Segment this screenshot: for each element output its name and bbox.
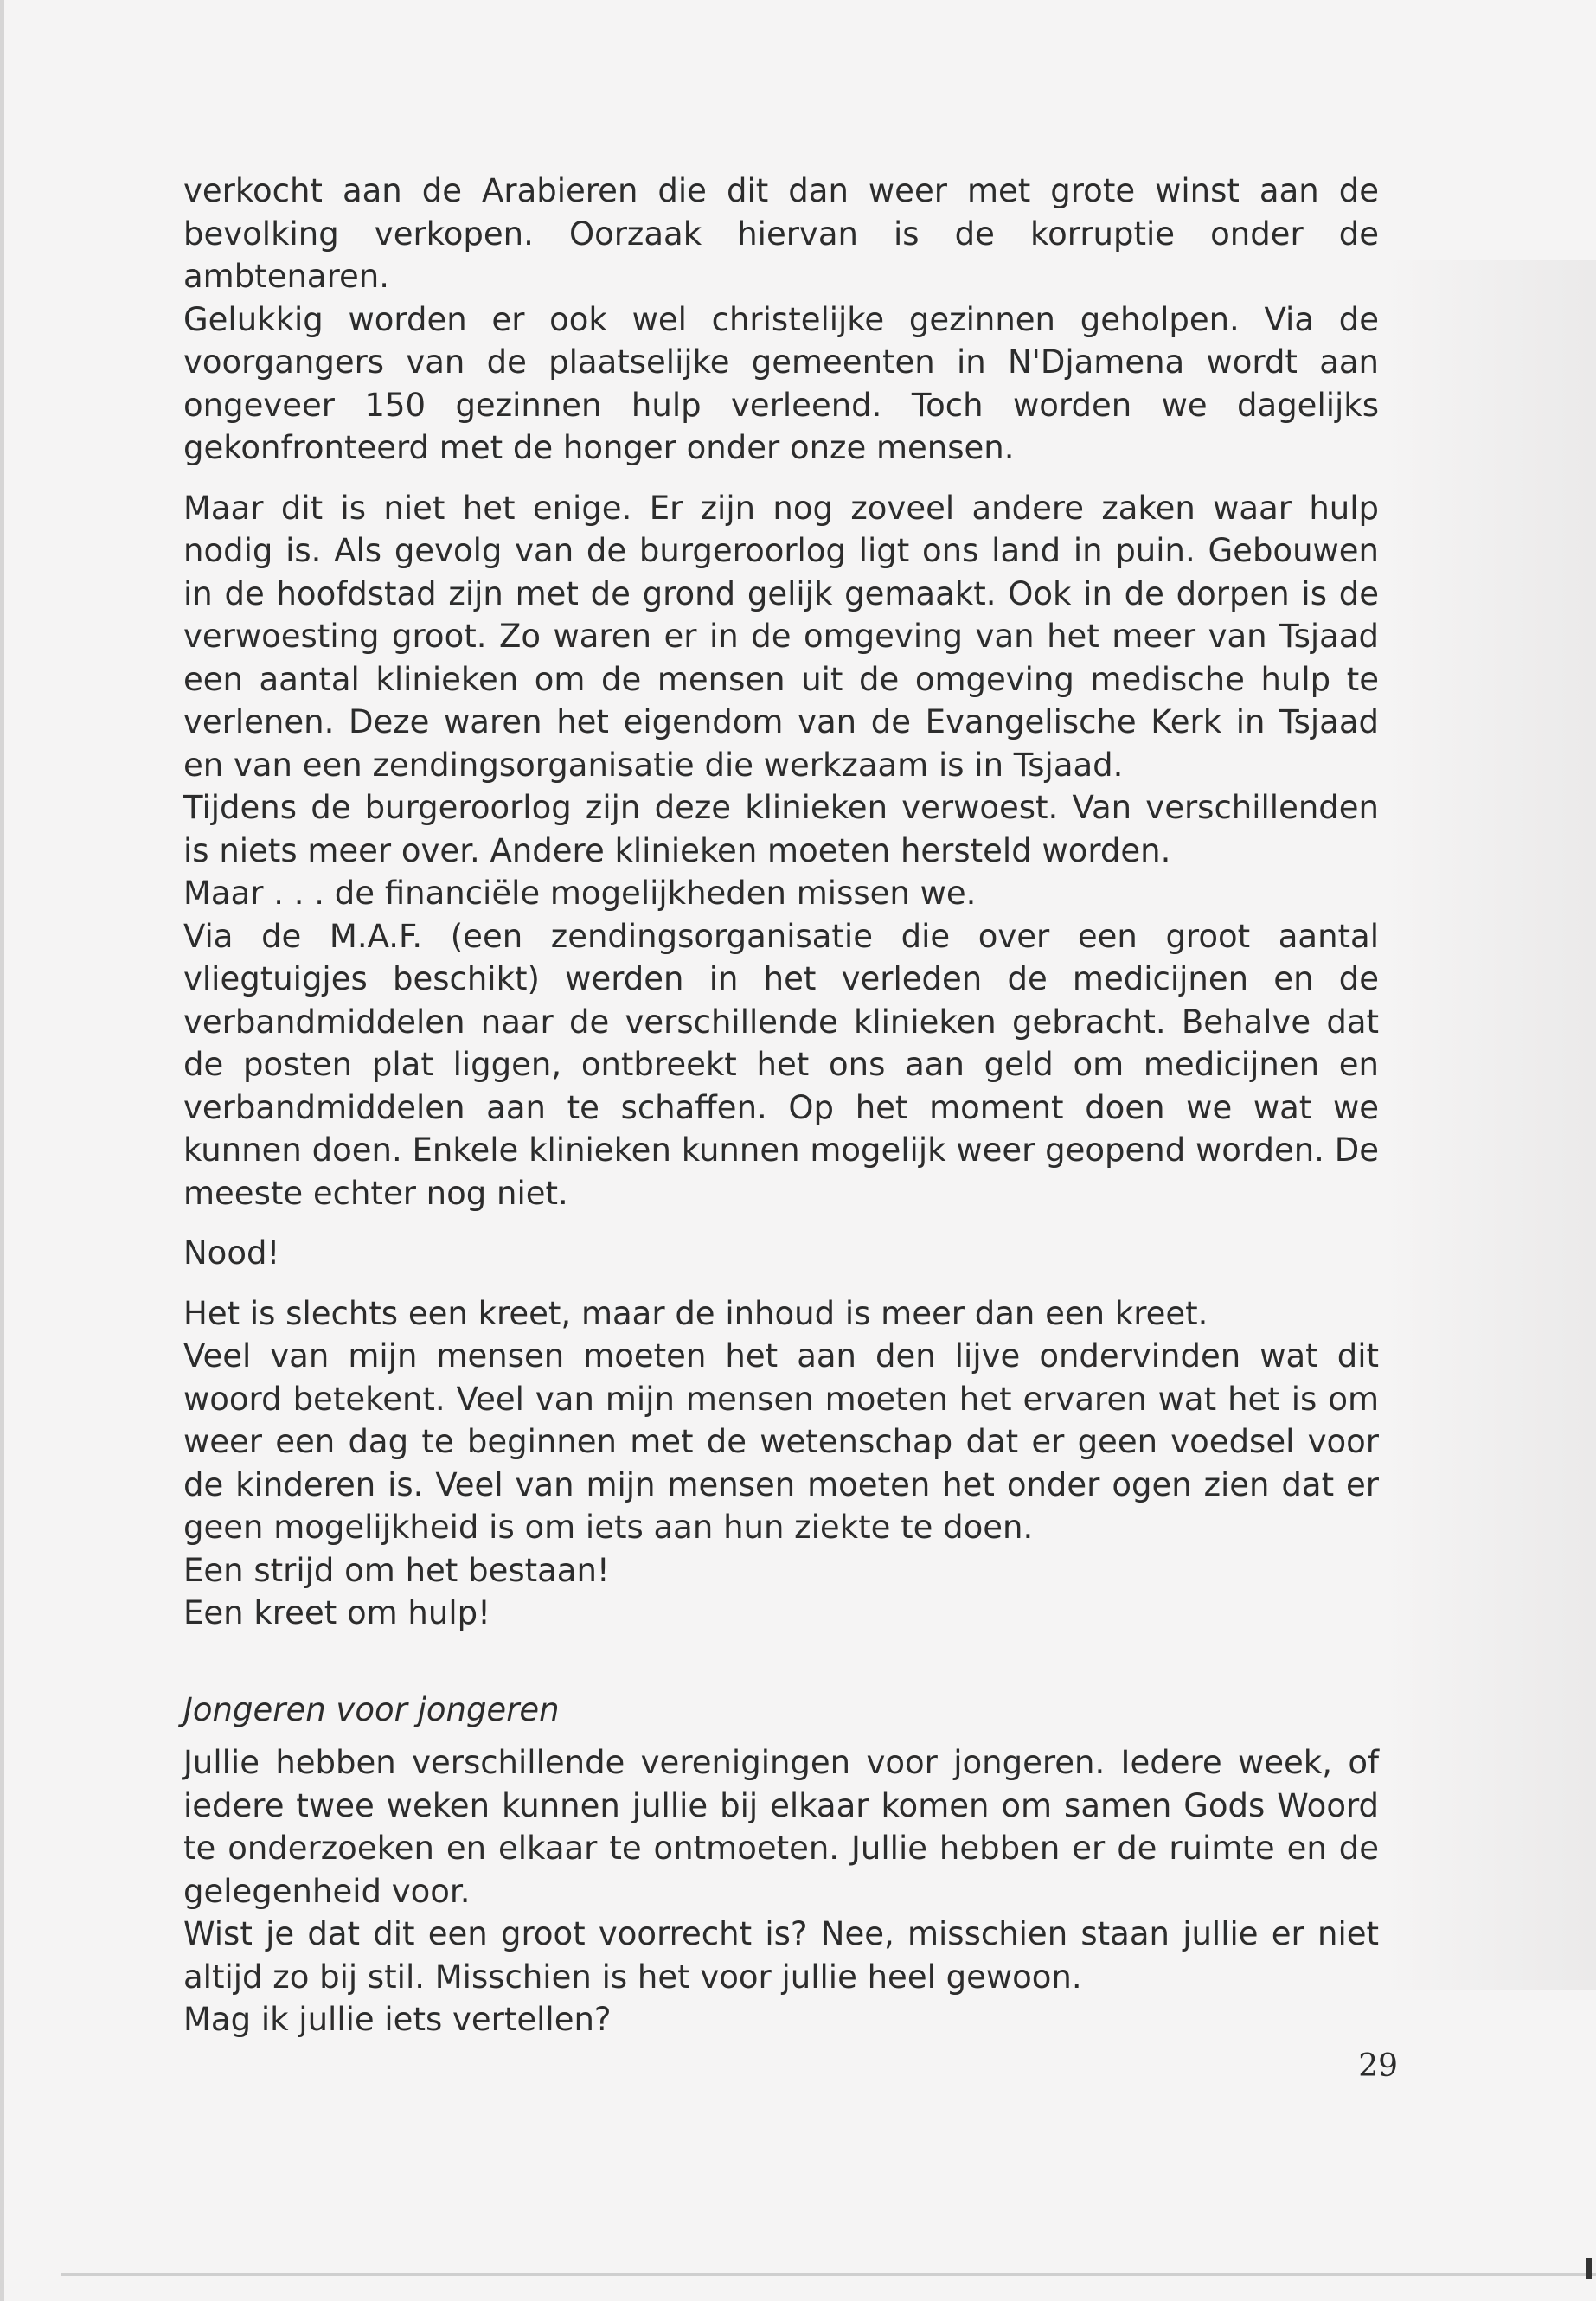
paragraph-voorrecht: Wist je dat dit een groot voorrecht is? Nee, misschien staan jullie er niet altijd zo bij stil. Misschien is het voor jullie heel gewoon. <box>183 1915 1379 1996</box>
paragraph-maf: Via de M.A.F. (een zendingsorganisatie die over een groot aantal vliegtuigjes beschikt) werden in het verleden de medicijnen en de verbandmiddelen naar de verschillende klinieken gebracht. Behalve dat de posten plat liggen, ontbreekt het ons aan geld om medicijnen en verbandmiddelen aan te schaffen. Op het moment doen we wat we kunnen doen. Enkele klinieken kunnen mogelijk weer geopend worden. De meeste echter nog niet. <box>183 917 1379 1212</box>
corner-mark <box>1586 2258 1592 2279</box>
page-edge-line <box>61 2273 1596 2276</box>
paragraph-tijdens: Tijdens de burgeroorlog zijn deze klinieken verwoest. Van verschillenden is niets meer over. Andere klinieken moeten hersteld worden. <box>183 789 1379 869</box>
paragraph-kreet: Het is slechts een kreet, maar de inhoud is meer dan een kreet. <box>183 1294 1208 1332</box>
show-through-shadow <box>1384 260 1596 1990</box>
page-body-text <box>183 170 1379 2041</box>
page-number: 29 <box>1358 2048 1398 2084</box>
paragraph-veel-mensen: Veel van mijn mensen moeten het aan den lijve ondervinden wat dit woord betekent. Veel van mijn mensen moeten het ervaren wat het is om weer een dag te beginnen met de wetenschap dat er geen voedsel voor de kinderen is. Veel van mijn mensen moeten het onder ogen zien dat er geen mogelijkheid is om iets aan hun ziekte te doen. <box>183 1337 1379 1546</box>
paragraph-arabieren: verkocht aan de Arabieren die dit dan weer met grote winst aan de bevolking verkopen. Oorzaak hiervan is de korruptie onder de ambtenaren. <box>183 172 1379 295</box>
section-heading: Jongeren voor jongeren <box>183 1690 560 1728</box>
paragraph-hulp: Een kreet om hulp! <box>183 1594 490 1631</box>
paragraph-vertellen: Mag ik jullie iets vertellen? <box>183 2001 612 2038</box>
paragraph-maar-financieel: Maar . . . de financiële mogelijkheden missen we. <box>183 875 977 912</box>
paragraph-nood: Nood! <box>183 1234 280 1272</box>
paragraph-gelukkig: Gelukkig worden er ook wel christelijke gezinnen geholpen. Via de voorgangers van de plaatselijke gemeenten in N'Djamena wordt aan ongeveer 150 gezinnen hulp verleend. Toch worden we dagelijks gekonfronteerd met de honger onder onze mensen. <box>183 300 1379 466</box>
paragraph-verenigingen: Jullie hebben verschillende verenigingen voor jongeren. Iedere week, of iedere twee weken kunnen jullie bij elkaar komen om samen Gods Woord te onderzoeken en elkaar te ontmoeten. Jullie hebben er de ruimte en de gelegenheid voor. <box>183 1744 1379 1910</box>
paragraph-maar-dit: Maar dit is niet het enige. Er zijn nog zoveel andere zaken waar hulp nodig is. Als gevolg van de burgeroorlog ligt ons land in puin. Gebouwen in de hoofdstad zijn met de grond gelijk gemaakt. Ook in de dorpen is de verwoesting groot. Zo waren er in de omgeving van het meer van Tsjaad een aantal klinieken om de mensen uit de omgeving medische hulp te verlenen. Deze waren het eigendom van de Evangelische Kerk in Tsjaad en van een zendingsorganisatie die werkzaam is in Tsjaad. <box>183 489 1379 784</box>
paragraph-strijd: Een strijd om het bestaan! <box>183 1551 610 1589</box>
